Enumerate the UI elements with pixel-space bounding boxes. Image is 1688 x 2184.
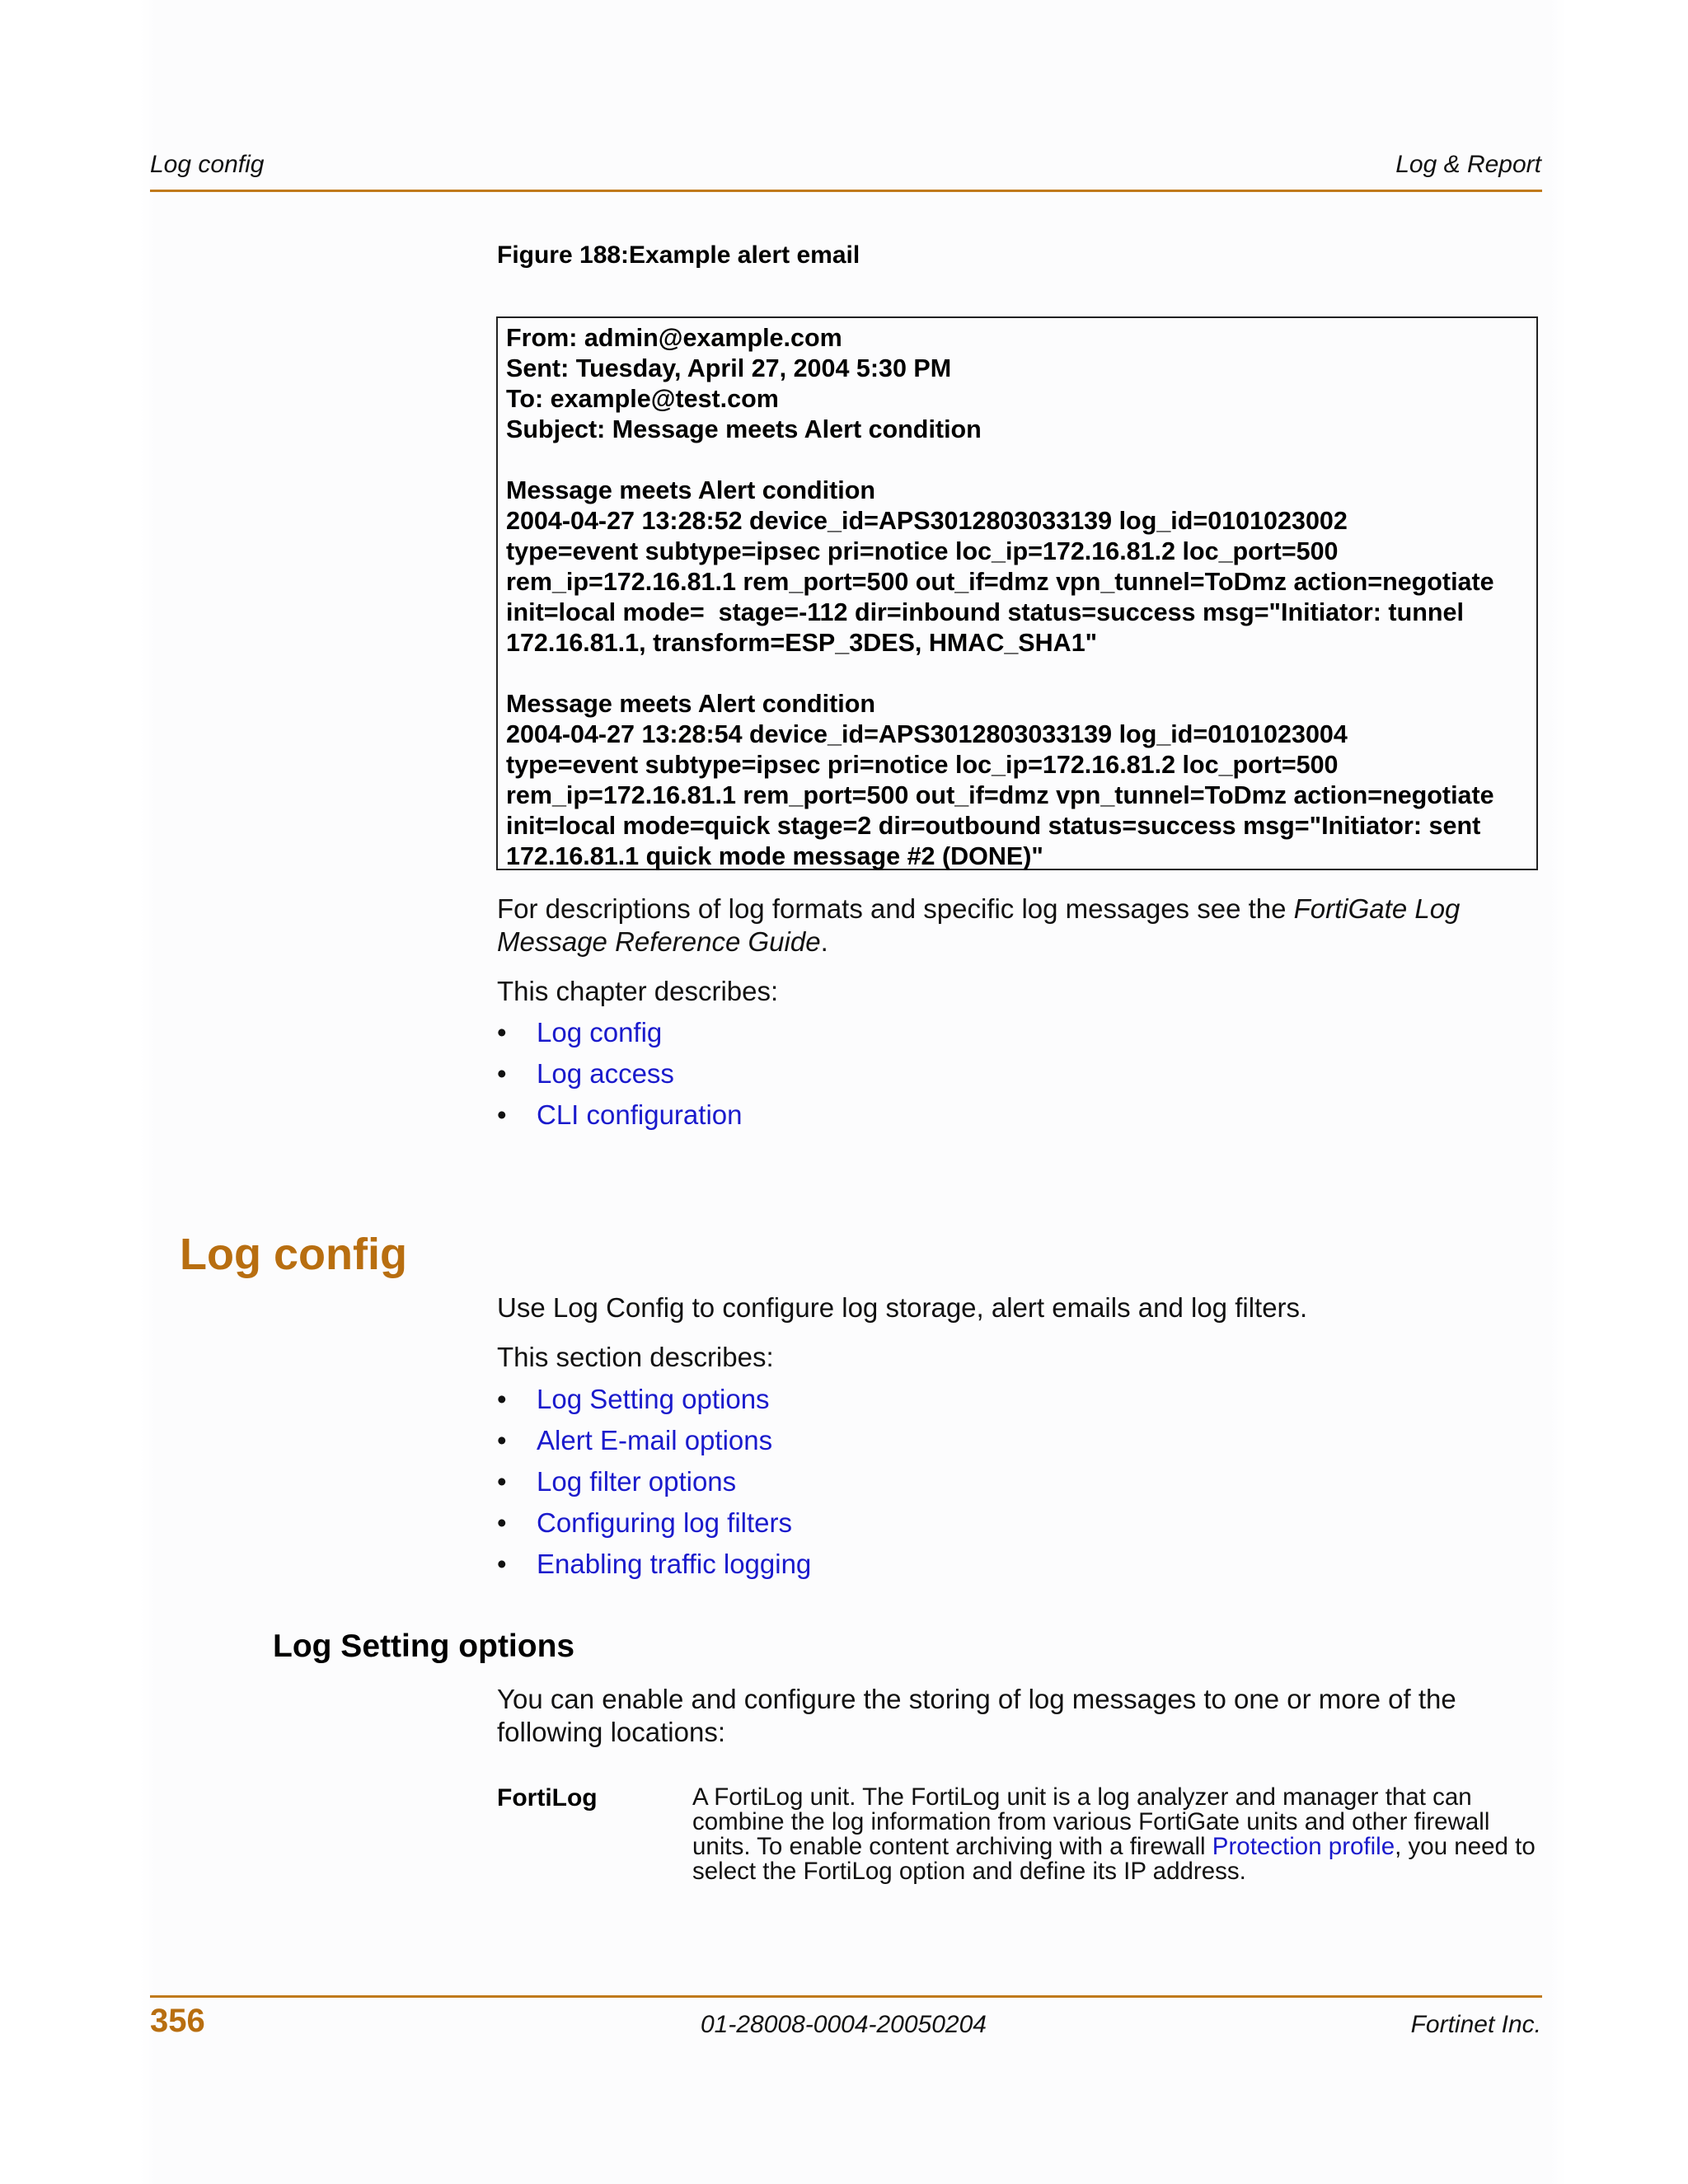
bullet-icon: • xyxy=(497,1099,507,1130)
link-enabling-traffic-logging[interactable]: Enabling traffic logging xyxy=(537,1549,812,1579)
link-log-filter-options[interactable]: Log filter options xyxy=(537,1466,737,1497)
document-id: 01-28008-0004-20050204 xyxy=(701,2011,987,2038)
section-heading: Log config xyxy=(180,1230,407,1279)
section-intro-text: Use Log Config to configure log storage, alert emails and log filters. xyxy=(497,1292,1308,1323)
email-line: type=event subtype=ipsec pri=notice loc_ip=172.16.81.2 loc_port=500 xyxy=(506,537,1339,565)
company-name: Fortinet Inc. xyxy=(1410,2011,1541,2038)
bullet-icon: • xyxy=(497,1425,507,1455)
log-formats-paragraph: For descriptions of log formats and specific log messages see the FortiGate Log Message Reference Guide. xyxy=(497,893,1461,957)
email-line: type=event subtype=ipsec pri=notice loc_ip=172.16.81.2 loc_port=500 xyxy=(506,751,1339,779)
email-line: init=local mode=quick stage=2 dir=outbound status=success msg="Initiator: sent xyxy=(506,812,1481,840)
link-log-access[interactable]: Log access xyxy=(537,1058,674,1089)
log-locations-paragraph: You can enable and configure the storing of log messages to one or more of the following locations: xyxy=(497,1684,1456,1747)
bullet-icon: • xyxy=(497,1058,507,1089)
footer-rule xyxy=(150,1995,1542,1998)
link-alert-email-options[interactable]: Alert E-mail options xyxy=(537,1425,773,1455)
email-line: Message meets Alert condition xyxy=(506,476,876,504)
email-line: rem_ip=172.16.81.1 rem_port=500 out_if=dmz vpn_tunnel=ToDmz action=negotiate xyxy=(506,781,1494,809)
bullet-icon: • xyxy=(497,1466,507,1497)
email-line: Sent: Tuesday, April 27, 2004 5:30 PM xyxy=(506,354,952,382)
email-line: init=local mode= stage=-112 dir=inbound status=success msg="Initiator: tunnel xyxy=(506,598,1464,626)
subsection-heading: Log Setting options xyxy=(273,1629,575,1664)
running-header-left: Log config xyxy=(150,151,265,178)
email-line: rem_ip=172.16.81.1 rem_port=500 out_if=dmz vpn_tunnel=ToDmz action=negotiate xyxy=(506,568,1494,596)
email-line: 2004-04-27 13:28:52 device_id=APS3012803033139 log_id=0101023002 xyxy=(506,507,1348,535)
definition-text: A FortiLog unit. The FortiLog unit is a log analyzer and manager that can combine the log information from various FortiGate units and other firewall units. To enable content archiving with a firewall Protection profile, you need to select the FortiLog option and define its IP address. xyxy=(692,1783,1536,1885)
email-line: To: example@test.com xyxy=(506,385,779,413)
link-protection-profile[interactable]: Protection profile xyxy=(1212,1833,1395,1860)
example-alert-email xyxy=(496,316,1538,870)
email-line: Subject: Message meets Alert condition xyxy=(506,415,982,443)
bullet-icon: • xyxy=(497,1384,507,1414)
figure-caption: Figure 188:Example alert email xyxy=(497,241,860,269)
link-cli-configuration[interactable]: CLI configuration xyxy=(537,1099,743,1130)
email-line: 2004-04-27 13:28:54 device_id=APS3012803033139 log_id=0101023004 xyxy=(506,720,1348,748)
email-line: 172.16.81.1, transform=ESP_3DES, HMAC_SHA1" xyxy=(506,629,1098,657)
bullet-icon: • xyxy=(497,1017,507,1047)
section-describes-text: This section describes: xyxy=(497,1342,774,1372)
chapter-describes-text: This chapter describes: xyxy=(497,976,779,1006)
header-rule xyxy=(150,190,1542,192)
email-blank-line xyxy=(506,658,1536,689)
definition-term: FortiLog xyxy=(497,1784,598,1811)
bullet-icon: • xyxy=(497,1549,507,1579)
email-line: 172.16.81.1 quick mode message #2 (DONE)" xyxy=(506,842,1043,870)
email-line: From: admin@example.com xyxy=(506,324,842,352)
link-log-config[interactable]: Log config xyxy=(537,1017,663,1047)
bullet-icon: • xyxy=(497,1507,507,1538)
email-line: Message meets Alert condition xyxy=(506,690,876,718)
running-header-right: Log & Report xyxy=(1395,151,1541,178)
page-number: 356 xyxy=(150,2003,205,2039)
link-configuring-log-filters[interactable]: Configuring log filters xyxy=(537,1507,792,1538)
email-blank-line xyxy=(506,445,1536,476)
link-log-setting-options[interactable]: Log Setting options xyxy=(537,1384,770,1414)
